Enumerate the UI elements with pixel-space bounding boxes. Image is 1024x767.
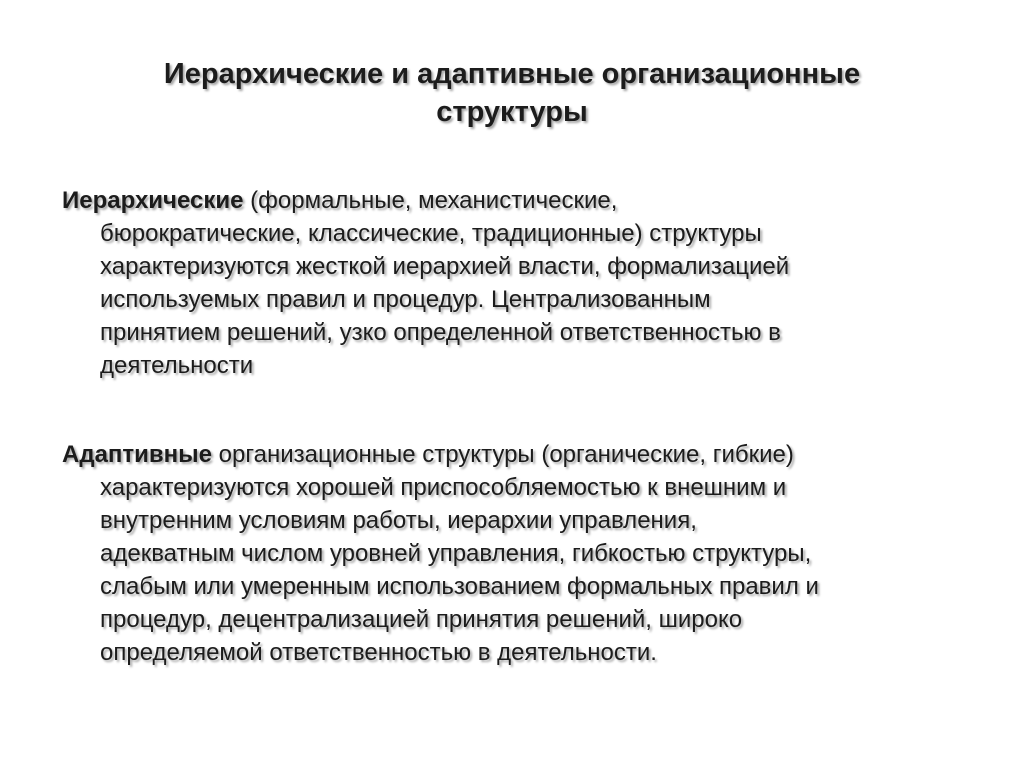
hierarchical-first-line bbox=[62, 184, 962, 217]
adaptive-first-line-rest: организационные структуры (органические, гибкие) bbox=[212, 441, 794, 468]
adaptive-paragraph bbox=[62, 438, 962, 669]
adaptive-line-7: определяемой ответственностью в деятельности. bbox=[100, 639, 657, 666]
adaptive-line-3: внутренним условиям работы, иерархии управления, bbox=[100, 507, 697, 534]
adaptive-line-2: характеризуются хорошей приспособляемостью к внешним и bbox=[100, 474, 787, 501]
adaptive-first-line bbox=[62, 438, 962, 471]
slide-title-line-1: Иерархические и адаптивные организационные bbox=[163, 58, 861, 90]
adaptive-line-5: слабым или умеренным использованием формальных правил и bbox=[100, 573, 819, 600]
hierarchical-paragraph bbox=[62, 184, 962, 382]
hierarchical-line-3: характеризуются жесткой иерархией власти, формализацией bbox=[100, 253, 790, 280]
slide-title-line-2: структуры bbox=[436, 96, 588, 128]
adaptive-line-4: адекватным числом уровней управления, гибкостью структуры, bbox=[100, 540, 812, 567]
adaptive-line-6: процедур, децентрализацией принятия решений, широко bbox=[100, 606, 743, 633]
hierarchical-term: Иерархические bbox=[62, 187, 244, 214]
slide-title bbox=[80, 55, 944, 131]
hierarchical-line-2: бюрократические, классические, традиционные) структуры bbox=[100, 220, 762, 247]
hierarchical-first-line-rest: (формальные, механистические, bbox=[243, 187, 618, 214]
adaptive-term: Адаптивные bbox=[62, 441, 213, 468]
hierarchical-line-5: принятием решений, узко определенной ответственностью в bbox=[100, 319, 781, 346]
hierarchical-line-6: деятельности bbox=[100, 352, 254, 379]
hierarchical-line-4: используемых правил и процедур. Централизованным bbox=[100, 286, 711, 313]
